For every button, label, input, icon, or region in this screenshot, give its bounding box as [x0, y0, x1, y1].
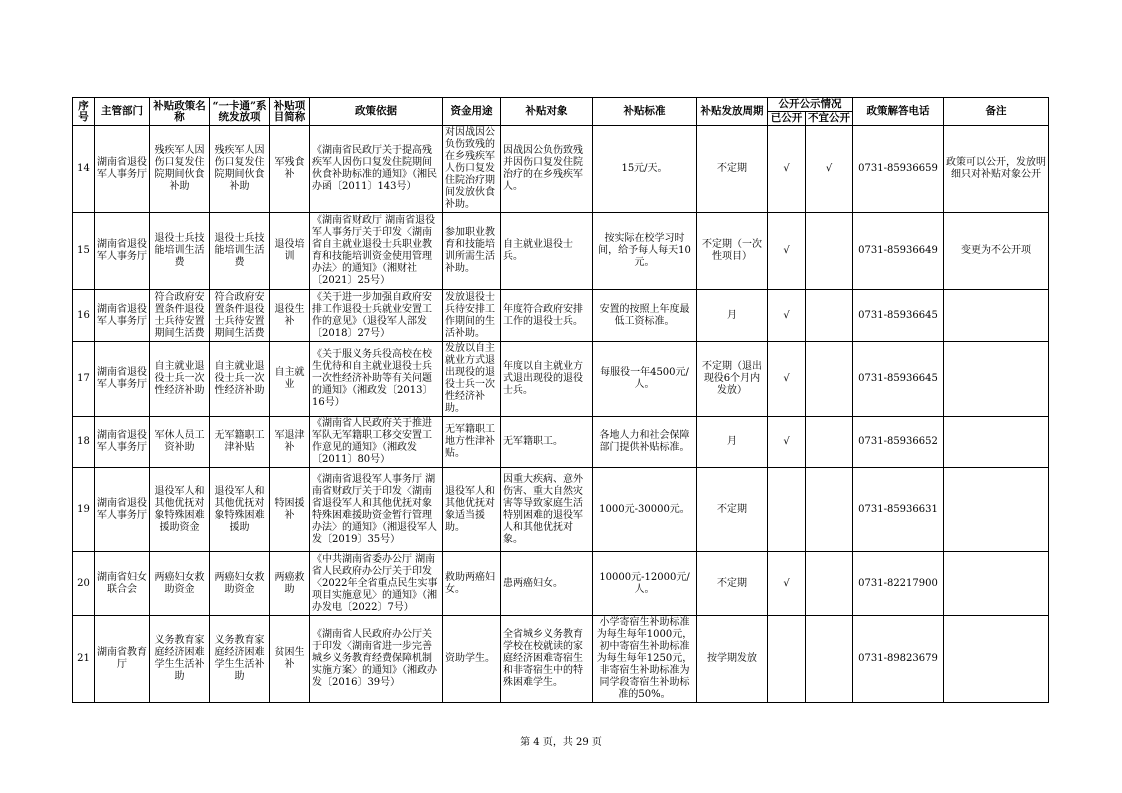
cell-seq: 14	[73, 126, 95, 213]
cell-yikatong: 无军籍职工津补贴	[210, 417, 270, 468]
cell-dept: 湖南省退役军人事务厅	[95, 342, 150, 417]
cell-dept: 湖南省教育厅	[95, 616, 150, 703]
table-row	[73, 417, 1049, 468]
cell-phone: 0731-89823679	[853, 616, 944, 703]
cell-not-suitable	[806, 342, 853, 417]
cell-abbr: 军退津补	[270, 417, 310, 468]
cell-usage: 发放退役士兵待安排工作期间的生活补助。	[443, 290, 501, 342]
cell-standard: 小学寄宿生补助标准为每生每年1000元，初中寄宿生补助标准为每生每年1250元，非寄宿生补助标准为同学段寄宿生补助标准的50%。	[593, 616, 697, 703]
cell-dept: 湖南省退役军人事务厅	[95, 468, 150, 552]
cell-seq: 16	[73, 290, 95, 342]
cell-dept: 湖南省退役军人事务厅	[95, 213, 150, 290]
cell-policy-name: 两癌妇女救助资金	[150, 552, 210, 616]
cell-disclosed: √	[768, 290, 806, 342]
cell-usage: 救助两癌妇女。	[443, 552, 501, 616]
cell-not-suitable	[806, 417, 853, 468]
cell-remark	[944, 468, 1049, 552]
cell-standard: 1000元-30000元。	[593, 468, 697, 552]
cell-remark	[944, 616, 1049, 703]
cell-target: 因重大疾病、意外伤害、重大自然灾害等导致家庭生活特别困难的退役军人和其他优抚对象。	[501, 468, 593, 552]
cell-yikatong: 自主就业退役士兵一次性经济补助	[210, 342, 270, 417]
cell-seq: 18	[73, 417, 95, 468]
cell-usage: 发放以自主就业方式退出现役的退役士兵一次性经济补助。	[443, 342, 501, 417]
header-policy-name: 补贴政策名称	[150, 98, 210, 126]
page-number-footer: 第 4 页，共 29 页	[520, 737, 602, 748]
cell-seq: 20	[73, 552, 95, 616]
cell-remark	[944, 552, 1049, 616]
cell-standard: 各地人力和社会保障部门提供补贴标准。	[593, 417, 697, 468]
cell-target: 年度符合政府安排工作的退役士兵。	[501, 290, 593, 342]
cell-disclosed: √	[768, 552, 806, 616]
cell-cycle: 不定期（退出现役6个月内发放）	[697, 342, 768, 417]
cell-phone: 0731-85936649	[853, 213, 944, 290]
header-remark: 备注	[944, 98, 1049, 126]
cell-policy-name: 退役军人和其他优抚对象特殊困难援助资金	[150, 468, 210, 552]
cell-phone: 0731-85936645	[853, 290, 944, 342]
cell-cycle: 不定期	[697, 126, 768, 213]
cell-abbr: 两癌救助	[270, 552, 310, 616]
cell-cycle: 不定期	[697, 468, 768, 552]
cell-usage: 参加职业教育和技能培训所需生活补助。	[443, 213, 501, 290]
cell-not-suitable	[806, 213, 853, 290]
cell-phone: 0731-85936645	[853, 342, 944, 417]
cell-phone: 0731-85936631	[853, 468, 944, 552]
cell-cycle: 月	[697, 417, 768, 468]
cell-basis: 《湖南省人民政府办公厅关于印发〈湖南省进一步完善城乡义务教育经费保障机制实施方案〉的通知》（湘政办发〔2016〕39号）	[310, 616, 443, 703]
cell-yikatong: 义务教育家庭经济困难学生生活补助	[210, 616, 270, 703]
header-basis: 政策依据	[310, 98, 443, 126]
cell-cycle: 不定期	[697, 552, 768, 616]
header-yikatong: “一卡通”系统发放项	[210, 98, 270, 126]
table-row	[73, 290, 1049, 342]
cell-cycle: 按学期发放	[697, 616, 768, 703]
cell-basis: 《湖南省民政厅关于提高残疾军人因伤口复发住院期间伙食补助标准的通知》（湘民办函〔2011〕143号）	[310, 126, 443, 213]
cell-policy-name: 自主就业退役士兵一次性经济补助	[150, 342, 210, 417]
header-abbr: 补贴项目简称	[270, 98, 310, 126]
cell-disclosed	[768, 616, 806, 703]
cell-policy-name: 符合政府安置条件退役士兵待安置期间生活费	[150, 290, 210, 342]
cell-standard: 每服役一年4500元/人。	[593, 342, 697, 417]
cell-cycle: 不定期（一次性项目）	[697, 213, 768, 290]
cell-standard: 10000元-12000元/人。	[593, 552, 697, 616]
cell-target: 患两癌妇女。	[501, 552, 593, 616]
header-disclosure: 公开公示情况	[768, 98, 853, 112]
cell-usage: 资助学生。	[443, 616, 501, 703]
cell-yikatong: 符合政府安置条件退役士兵待安置期间生活费	[210, 290, 270, 342]
cell-abbr: 军残食补	[270, 126, 310, 213]
cell-disclosed: √	[768, 126, 806, 213]
cell-remark	[944, 290, 1049, 342]
cell-dept: 湖南省退役军人事务厅	[95, 290, 150, 342]
cell-target: 自主就业退役士兵。	[501, 213, 593, 290]
cell-basis: 《湖南省财政厅 湖南省退役军人事务厅关于印发〈湖南省自主就业退役士兵职业教育和技能培训资金使用管理办法〉的通知》（湘财社〔2021〕25号）	[310, 213, 443, 290]
cell-not-suitable	[806, 468, 853, 552]
cell-target: 年度以自主就业方式退出现役的退役士兵。	[501, 342, 593, 417]
cell-basis: 《湖南省退役军人事务厅 湖南省财政厅关于印发〈湖南省退役军人和其他优抚对象特殊困难援助资金暂行管理办法〉的通知》（湘退役军人发〔2019〕35号）	[310, 468, 443, 552]
cell-basis: 《关于进一步加强自政府安排工作退役士兵就业安置工作的意见》（退役军人部发〔2018〕27号）	[310, 290, 443, 342]
cell-disclosed: √	[768, 417, 806, 468]
header-target: 补贴对象	[501, 98, 593, 126]
cell-remark: 变更为不公开项	[944, 213, 1049, 290]
cell-yikatong: 退役军人和其他优抚对象特殊困难援助	[210, 468, 270, 552]
cell-usage: 对因战因公负伤致残的在乡残疾军人伤口复发住院治疗期间发放伙食补助。	[443, 126, 501, 213]
cell-abbr: 贫困生补	[270, 616, 310, 703]
header-cycle: 补贴发放周期	[697, 98, 768, 126]
cell-remark: 政策可以公开，发放明细只对补贴对象公开	[944, 126, 1049, 213]
cell-dept: 湖南省退役军人事务厅	[95, 126, 150, 213]
cell-policy-name: 退役士兵技能培训生活费	[150, 213, 210, 290]
cell-remark	[944, 342, 1049, 417]
cell-dept: 湖南省妇女联合会	[95, 552, 150, 616]
cell-yikatong: 两癌妇女救助资金	[210, 552, 270, 616]
header-dept: 主管部门	[95, 98, 150, 126]
cell-standard: 按实际在校学习时间，给予每人每天10元。	[593, 213, 697, 290]
cell-abbr: 退役生补	[270, 290, 310, 342]
cell-basis: 《中共湖南省委办公厅 湖南省人民政府办公厅关于印发〈2022年全省重点民生实事项目实施意见〉的通知》（湘办发电〔2022〕7号）	[310, 552, 443, 616]
cell-dept: 湖南省退役军人事务厅	[95, 417, 150, 468]
cell-disclosed	[768, 468, 806, 552]
cell-disclosed: √	[768, 342, 806, 417]
cell-not-suitable	[806, 616, 853, 703]
header-standard: 补贴标准	[593, 98, 697, 126]
table-row	[73, 213, 1049, 290]
cell-phone: 0731-85936652	[853, 417, 944, 468]
cell-yikatong: 残疾军人因伤口复发住院期间伙食补助	[210, 126, 270, 213]
cell-target: 因战因公负伤致残并因伤口复发住院治疗的在乡残疾军人。	[501, 126, 593, 213]
cell-usage: 退役军人和其他优抚对象适当援助。	[443, 468, 501, 552]
table-row	[73, 126, 1049, 213]
cell-standard: 15元/天。	[593, 126, 697, 213]
header-usage: 资金用途	[443, 98, 501, 126]
policy-table-wrapper	[72, 97, 1049, 703]
cell-standard: 安置的按照上年度最低工资标准。	[593, 290, 697, 342]
cell-seq: 15	[73, 213, 95, 290]
cell-seq: 17	[73, 342, 95, 417]
header-not-suitable: 不宜公开	[806, 112, 853, 126]
cell-policy-name: 军休人员工资补助	[150, 417, 210, 468]
cell-abbr: 退役培训	[270, 213, 310, 290]
cell-policy-name: 义务教育家庭经济困难学生生活补助	[150, 616, 210, 703]
table-row	[73, 342, 1049, 417]
subsidy-policy-table	[72, 97, 1049, 703]
cell-abbr: 特困援补	[270, 468, 310, 552]
cell-seq: 21	[73, 616, 95, 703]
cell-seq: 19	[73, 468, 95, 552]
table-row	[73, 616, 1049, 703]
cell-remark	[944, 417, 1049, 468]
cell-basis: 《湖南省人民政府关于推进军队无军籍职工移交安置工作意见的通知》（湘政发〔2011〕80号）	[310, 417, 443, 468]
cell-disclosed: √	[768, 213, 806, 290]
cell-basis: 《关于服义务兵役高校在校生优待和自主就业退役士兵一次性经济补助等有关问题的通知》（湘政发〔2013〕16号）	[310, 342, 443, 417]
table-header-row	[73, 98, 1049, 112]
cell-target: 全省城乡义务教育学校在校就读的家庭经济困难寄宿生和非寄宿生中的特殊困难学生。	[501, 616, 593, 703]
cell-not-suitable	[806, 552, 853, 616]
cell-usage: 无军籍职工地方性津补贴。	[443, 417, 501, 468]
table-row	[73, 552, 1049, 616]
cell-phone: 0731-85936659	[853, 126, 944, 213]
header-seq: 序号	[73, 98, 95, 126]
cell-cycle: 月	[697, 290, 768, 342]
cell-policy-name: 残疾军人因伤口复发住院期间伙食补助	[150, 126, 210, 213]
header-phone: 政策解答电话	[853, 98, 944, 126]
cell-phone: 0731-82217900	[853, 552, 944, 616]
table-row	[73, 468, 1049, 552]
cell-not-suitable	[806, 290, 853, 342]
cell-not-suitable: √	[806, 126, 853, 213]
cell-yikatong: 退役士兵技能培训生活费	[210, 213, 270, 290]
cell-target: 无军籍职工。	[501, 417, 593, 468]
cell-abbr: 自主就业	[270, 342, 310, 417]
header-disclosed: 已公开	[768, 112, 806, 126]
